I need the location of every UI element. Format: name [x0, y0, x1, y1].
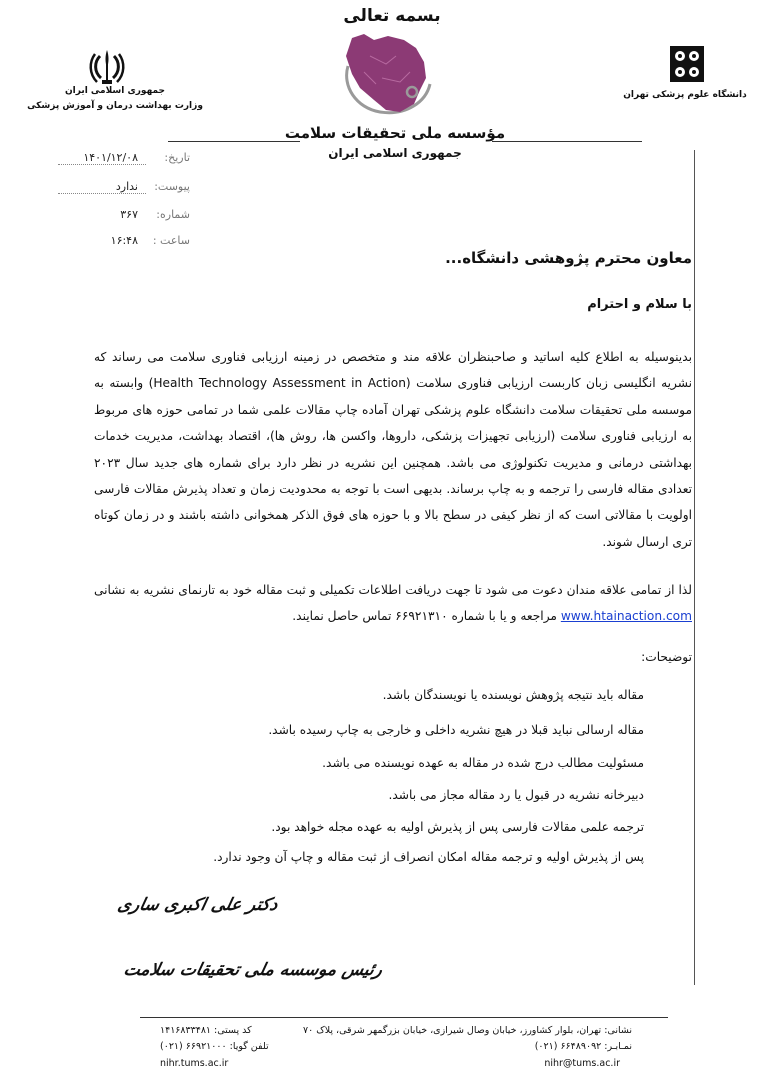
meta-time-label: ساعت :: [152, 234, 190, 247]
footer-divider: [140, 1017, 668, 1018]
meta-number-label: شماره:: [156, 208, 190, 221]
note-item: مسئولیت مطالب درج شده در مقاله به عهده نویسنده می باشد.: [322, 756, 644, 770]
institute-name: مؤسسه ملی تحقیقات سلامت: [284, 124, 506, 142]
nihr-map-logo: [330, 26, 442, 126]
meta-date-value: ۱۴۰۱/۱۲/۰۸: [83, 151, 138, 164]
letter-salutation: معاون محترم پژوهشی دانشگاه...: [445, 249, 692, 267]
footer-address: نشانی: تهران، بلوار کشاورز، خیابان وصال شیرازی، خیابان بزرگمهر شرقی، پلاک ۷۰: [302, 1025, 632, 1036]
meta-date: [30, 151, 190, 169]
note-item: مقاله ارسالی نباید قبلا در هیچ نشریه داخلی و خارجی به چاپ رسیده باشد.: [268, 723, 644, 737]
meta-attach-dots: [58, 193, 146, 194]
letter-paragraph-1: بدینوسیله به اطلاع کلیه اساتید و صاحبنظران علاقه مند و متخصص در زمینه ارزیابی فناوری سلامت می رساند که نشریه انگلیسی زبان کاربست ارزیابی فناوری سلامت (Health Technology Assessment in Action) وابسته به موسسه ملی تحقیقات سلامت دانشگاه علوم پزشکی تهران آماده چاپ مقالات علمی شما در تمامی حوزه های مربوط به ارزیابی فناوری سلامت (ارزیابی تجهیزات پزشکی، داروها، واکسن ها، روش ها)، اقتصاد بهداشت، مدیریت خدمات بهداشتی درمانی و مدیریت تکنولوژی می باشد. همچنین این نشریه در نظر دارد برای شماره های جدید سال ۲۰۲۳ تعدادی مقاله فارسی را ترجمه و به چاپ برساند. بدیهی است با توجه به محدودیت زمان و تعداد پذیرش مقالات فارسی اولویت با مقالاتی است که از نظر کیفی در سطح بالا و با حوزه های فوق الذکر همخوانی داشته باشند و در زمان کوتاه تری ارسال شوند.: [94, 350, 693, 549]
footer-phone: تلفن گویا: ۶۶۹۲۱۰۰۰ (۰۲۱): [160, 1041, 269, 1052]
meta-date-label: تاریخ:: [164, 151, 190, 164]
note-item: پس از پذیرش اولیه و ترجمه مقاله امکان انصراف از ثبت مقاله و چاپ آن وجود ندارد.: [213, 850, 644, 864]
letter-paragraph-2: [94, 577, 692, 630]
para2-text-before: لذا از تمامی علاقه مندان دعوت می شود تا جهت دریافت اطلاعات تکمیلی و ثبت مقاله خود به تارنمای نشریه به نشانی: [94, 583, 692, 597]
note-item: دبیرخانه نشریه در قبول یا رد مقاله مجاز می باشد.: [388, 788, 644, 802]
iran-emblem-logo: [86, 46, 128, 88]
journal-website-link[interactable]: www.htainaction.com: [560, 609, 692, 624]
tums-caption: دانشگاه علوم پزشکی تهران: [623, 90, 747, 100]
meta-attach-value: ندارد: [115, 180, 138, 193]
meta-number: [30, 208, 190, 226]
meta-number-value: ۳۶۷: [120, 208, 138, 221]
meta-date-dots: [58, 164, 146, 165]
signature-name: دکتر علی اکبری ساری: [115, 895, 280, 915]
tums-logo: [668, 44, 706, 84]
footer-website[interactable]: nihr.tums.ac.ir: [160, 1058, 229, 1069]
bismillah-heading: بسمه تعالی: [343, 6, 441, 26]
footer-fax: نمـابـر: ۶۶۴۸۹۰۹۲ (۰۲۱): [534, 1041, 632, 1052]
iran-caption-1: جمهوری اسلامی ایران: [64, 86, 166, 96]
para2-text-after: مراجعه و یا با شماره ۶۶۹۲۱۳۱۰ تماس حاصل نمایند.: [292, 609, 557, 624]
note-item: ترجمه علمی مقالات فارسی پس از پذیرش اولیه به عهده مجله خواهد بود.: [271, 820, 644, 834]
institute-subtitle: جمهوری اسلامی ایران: [328, 146, 462, 160]
meta-time: [30, 234, 190, 252]
letter-greeting: با سلام و احترام: [587, 297, 692, 312]
margin-line: [694, 150, 695, 985]
note-item: مقاله باید نتیجه پژوهش نویسنده یا نویسندگان باشد.: [382, 688, 644, 702]
footer-email[interactable]: nihr@tums.ac.ir: [544, 1058, 620, 1069]
iran-caption-2: وزارت بهداشت درمان و آموزش پزشکی: [27, 101, 203, 111]
meta-time-value: ۱۶:۴۸: [110, 234, 138, 247]
meta-attach-label: پیوست:: [154, 180, 190, 193]
signature-title: رئیس موسسه ملی تحقیقات سلامت: [121, 960, 385, 980]
notes-title: توضیحات:: [641, 650, 692, 664]
footer-postal-code: کد پستی: ۱۴۱۶۸۳۳۴۸۱: [160, 1025, 252, 1036]
meta-attachment: [30, 180, 190, 198]
